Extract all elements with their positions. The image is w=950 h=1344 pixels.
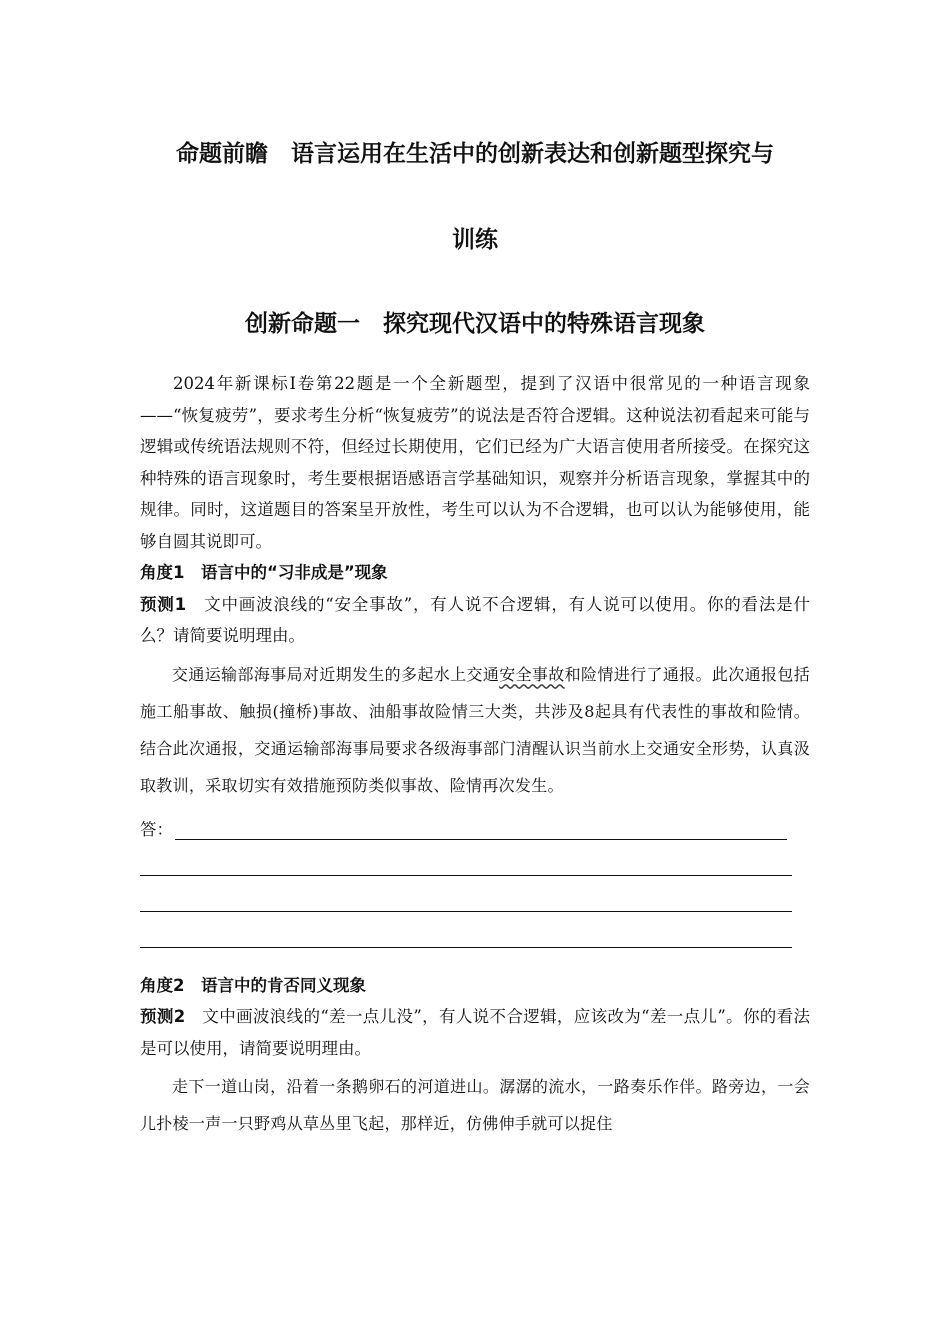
page-title bbox=[140, 132, 810, 262]
angle-1-title: 语言中的“习非成是”现象 bbox=[200, 563, 388, 582]
predict-1-passage bbox=[140, 656, 810, 804]
predict-1-question bbox=[140, 589, 810, 652]
angle-2-heading bbox=[140, 970, 810, 1002]
predict-1-text: 文中画波浪线的“安全事故”，有人说不合逻辑，有人说可以使用。你的看法是什么？请简要说明理由。 bbox=[140, 594, 811, 645]
answer-line[interactable] bbox=[140, 925, 792, 948]
answer-area bbox=[140, 804, 810, 948]
passage-1-wavy-term: 安全事故 bbox=[499, 664, 565, 684]
title-line-2: 训练 bbox=[452, 227, 498, 253]
angle-2-title: 语言中的肯否同义现象 bbox=[200, 975, 366, 995]
predict-2-question bbox=[140, 1001, 810, 1064]
answer-row-3 bbox=[140, 876, 810, 912]
answer-line[interactable] bbox=[175, 817, 787, 840]
section-subtitle: 创新命题一 探究现代汉语中的特殊语言现象 bbox=[245, 311, 705, 337]
intro-paragraph: 2024年新课标Ⅰ卷第22题是一个全新题型，提到了汉语中很常见的一种语言现象——“恢复疲劳”，要求考生分析“恢复疲劳”的说法是否符合逻辑。这种说法初看起来可能与逻辑或传统语法规则不符，但经过长期使用，它们已经为广大语言使用者所接受。在探究这种特殊的语言现象时，考生要根据语感语言学基础知识，观察并分析语言现象，掌握其中的规律。同时，这道题目的答案呈开放性，考生可以认为不合逻辑，也可以认为能够使用，能够自圆其说即可。 bbox=[140, 374, 810, 551]
answer-row-4 bbox=[140, 912, 810, 948]
angle-1-label: 角度1 bbox=[140, 563, 185, 582]
predict-2-text: 文中画波浪线的“差一点儿没”，有人说不合逻辑，应该改为“差一点儿”。你的看法是可以使用，请简要说明理由。 bbox=[140, 1007, 811, 1058]
predict-2-passage: 走下一道山岗，沿着一条鹅卵石的河道进山。潺潺的流水，一路奏乐作伴。路旁边，一会儿扑棱一声一只野鸡从草丛里飞起，那样近，仿佛伸手就可以捉住 bbox=[140, 1077, 810, 1133]
answer-row-1 bbox=[140, 804, 810, 840]
answer-line[interactable] bbox=[140, 889, 792, 912]
spacer bbox=[140, 948, 810, 970]
answer-row-2 bbox=[140, 840, 810, 876]
title-line-1: 命题前瞻 语言运用在生活中的创新表达和创新题型探究与 bbox=[176, 141, 774, 167]
answer-label: 答： bbox=[140, 819, 173, 839]
angle-2-label: 角度2 bbox=[140, 975, 185, 995]
angle-1-heading bbox=[140, 557, 810, 589]
passage-1-after: 和险情进行了通报。此次通报包括施工船事故、触损(撞桥)事故、油船事故险情三大类，共涉及8起具有代表性的事故和险情。结合此次通报，交通运输部海事局要求各级海事部门清醒认识当前水上交通安全形势，认真汲取教训，采取切实有效措施预防类似事故、险情再次发生。 bbox=[140, 664, 810, 795]
answer-line[interactable] bbox=[140, 853, 792, 876]
passage-1-before: 交通运输部海事局对近期发生的多起水上交通 bbox=[172, 664, 500, 684]
predict-1-label: 预测1 bbox=[140, 594, 187, 614]
predict-2-label: 预测2 bbox=[140, 1007, 186, 1026]
